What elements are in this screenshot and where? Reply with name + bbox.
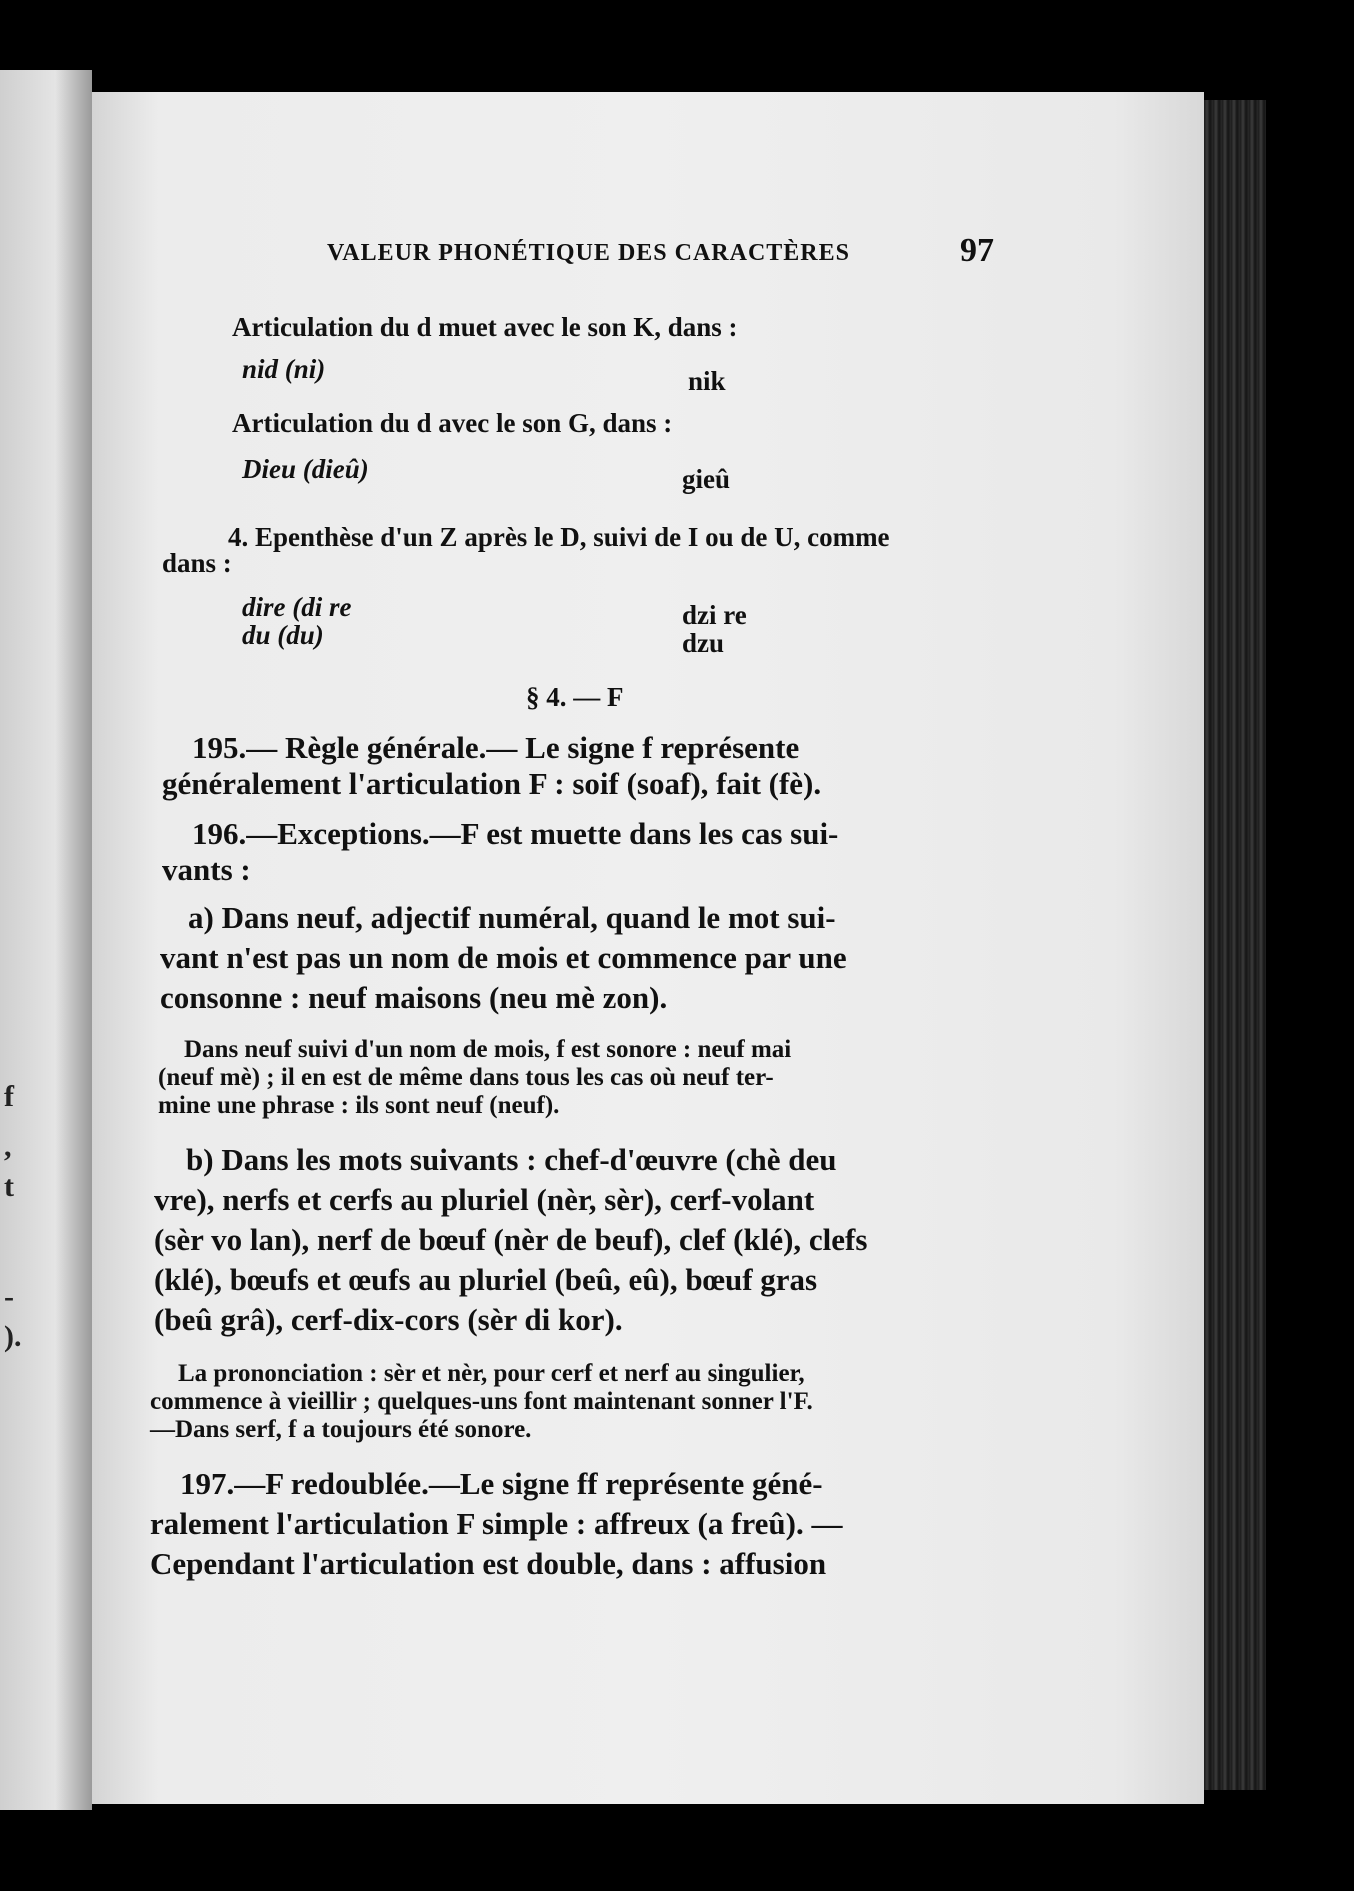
- left-page-fragment: ).: [4, 1320, 22, 1353]
- paragraph-196-a-line-1: a) Dans neuf, adjectif numéral, quand le mot sui-: [188, 900, 836, 935]
- book-page: [92, 92, 1204, 1804]
- item-4-example-2-right: dzu: [682, 628, 725, 658]
- item-4-example-1-right: dzi re: [682, 600, 747, 630]
- left-page-fragment: -: [4, 1280, 14, 1313]
- running-head: VALEUR PHONÉTIQUE DES CARACTÈRES: [327, 240, 850, 266]
- paragraph-196-a-line-2: vant n'est pas un nom de mois et commence par une: [160, 940, 847, 975]
- note-2-line-3: —Dans serf, f a toujours été sonore.: [150, 1416, 532, 1443]
- left-page-fragment: t: [4, 1170, 14, 1203]
- item-2-example-right: nik: [688, 366, 726, 396]
- page-edge-stack: [1204, 100, 1266, 1790]
- note-1-line-1: Dans neuf suivi d'un nom de mois, f est sonore : neuf mai: [184, 1036, 792, 1063]
- paragraph-197-line-1: 197.—F redoublée.—Le signe ff représente géné-: [180, 1466, 823, 1501]
- paragraph-196-b-line-5: (beû grâ), cerf-dix-cors (sèr di kor).: [154, 1302, 623, 1337]
- paragraph-196-line-2: vants :: [162, 852, 251, 887]
- paragraph-195-line-1: 195.— Règle générale.— Le signe f représente: [192, 730, 800, 765]
- adjacent-left-page: [0, 70, 92, 1810]
- paragraph-195-line-2: généralement l'articulation F : soif (soaf), fait (fè).: [162, 766, 822, 801]
- note-1-line-2: (neuf mè) ; il en est de même dans tous les cas où neuf ter-: [158, 1064, 774, 1091]
- item-4-example-1-left: dire (di re: [242, 592, 352, 622]
- paragraph-196-line-1: 196.—Exceptions.—F est muette dans les cas sui-: [192, 816, 839, 851]
- item-4-line-1: 4. Epenthèse d'un Z après le D, suivi de I ou de U, comme: [228, 522, 890, 552]
- item-4-example-2-left: du (du): [242, 620, 324, 650]
- section-title: § 4. — F: [526, 682, 624, 712]
- paragraph-197-line-3: Cependant l'articulation est double, dans : affusion: [150, 1546, 827, 1581]
- item-3-example-right: gieû: [682, 464, 731, 494]
- page-number: 97: [960, 232, 994, 269]
- paragraph-196-b-line-3: (sèr vo lan), nerf de bœuf (nèr de beuf), clef (klé), clefs: [154, 1222, 868, 1257]
- item-2-example-left: nid (ni): [242, 354, 326, 384]
- paragraph-196-b-line-1: b) Dans les mots suivants : chef-d'œuvre (chè deu: [186, 1142, 837, 1177]
- item-3-text: Articulation du d avec le son G, dans :: [232, 408, 673, 438]
- note-1-line-3: mine une phrase : ils sont neuf (neuf).: [158, 1092, 560, 1119]
- item-2-text: Articulation du d muet avec le son K, dans :: [232, 312, 738, 342]
- note-2-line-2: commence à vieillir ; quelques-uns font maintenant sonner l'F.: [150, 1388, 813, 1415]
- dark-background: [1266, 0, 1354, 1891]
- item-4-line-2: dans :: [162, 548, 232, 578]
- paragraph-197-line-2: ralement l'articulation F simple : affreux (a freû). —: [150, 1506, 843, 1541]
- paragraph-196-a-line-3: consonne : neuf maisons (neu mè zon).: [160, 980, 668, 1015]
- paragraph-196-b-line-2: vre), nerfs et cerfs au pluriel (nèr, sèr), cerf-volant: [154, 1182, 815, 1217]
- paragraph-196-b-line-4: (klé), bœufs et œufs au pluriel (beû, eû), bœuf gras: [154, 1262, 818, 1297]
- note-2-line-1: La prononciation : sèr et nèr, pour cerf et nerf au singulier,: [178, 1360, 805, 1387]
- left-page-fragment: f: [4, 1080, 14, 1113]
- left-page-fragment: ,: [4, 1130, 12, 1163]
- item-3-example-left: Dieu (dieû): [242, 454, 369, 484]
